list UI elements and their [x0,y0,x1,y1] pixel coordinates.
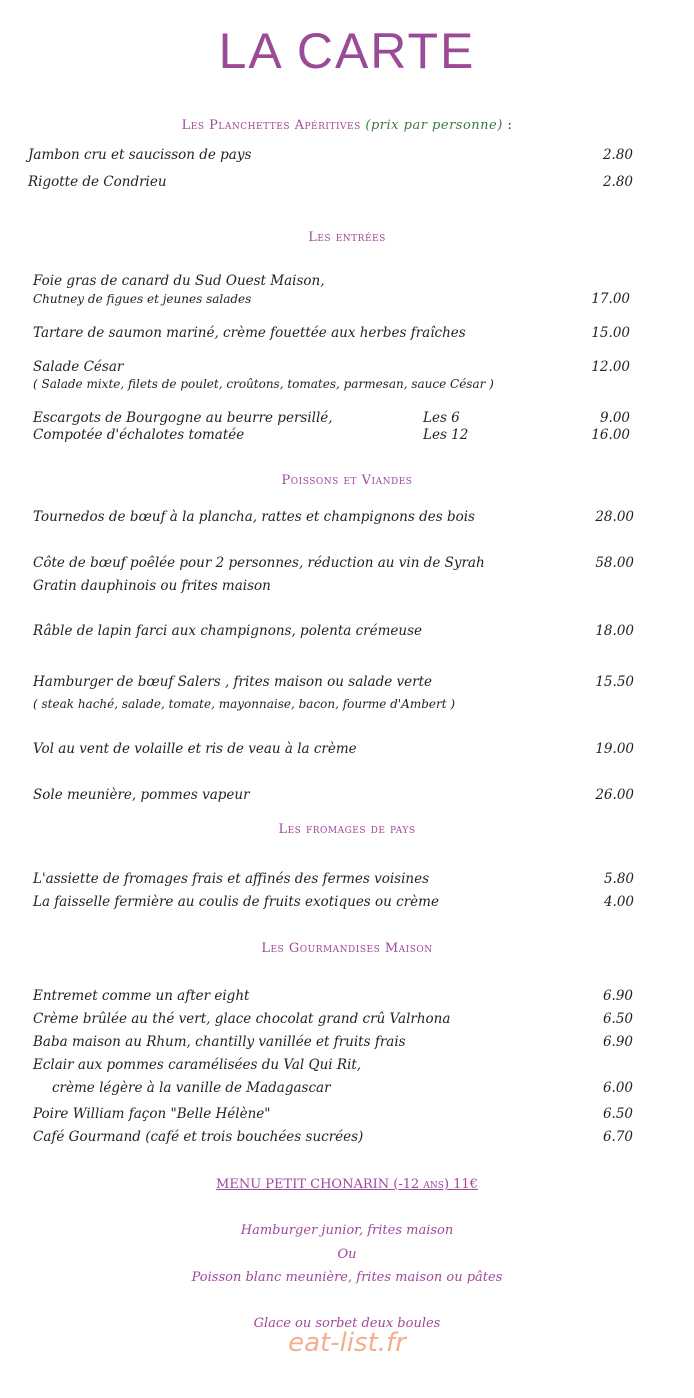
menu-item-name: Râble de lapin farci aux champignons, polenta crémeuse [33,623,422,639]
menu-item-name: Escargots de Bourgogne au beurre persillé, [33,410,333,426]
menu-item-price: 9.00 [599,410,630,426]
menu-item-price: 28.00 [595,509,634,525]
section-colon: : [507,118,513,133]
menu-item-price: 6.50 [602,1106,633,1122]
menu-item-price: 58.00 [595,555,634,571]
menu-item-description: ( steak haché, salade, tomate, mayonnaise, bacon, fourme d'Ambert ) [33,697,456,711]
menu-item-price: 19.00 [595,741,634,757]
menu-item-price: 6.90 [602,988,633,1004]
section-heading-text: Les Planchettes Apéritives [181,118,361,133]
menu-item-name: Hamburger de bœuf Salers , frites maison ou salade verte [33,674,433,690]
menu-item-name: Eclair aux pommes caramélisées du Val Qui Rit, [33,1057,362,1073]
menu-item-price: 6.50 [602,1011,633,1027]
menu-item-price: 5.80 [603,871,634,887]
menu-item-name: Vol au vent de volaille et ris de veau à la crème [33,741,357,757]
kids-menu-line: Hamburger junior, frites maison [240,1223,454,1238]
menu-item-price: 6.00 [602,1080,633,1096]
section-note: (prix par personne) [365,118,503,133]
menu-item-price: 2.80 [602,174,633,190]
menu-item-price: 2.80 [602,147,633,163]
menu-item-name: Baba maison au Rhum, chantilly vanillée et fruits frais [33,1034,406,1050]
kids-menu-line: Ou [337,1247,357,1262]
section-heading-entrees: Les entrées [308,230,386,245]
section-heading-plats: Poissons et Viandes [281,473,413,488]
menu-item-price: 18.00 [595,623,634,639]
menu-item-description: crème légère à la vanille de Madagascar [52,1080,331,1096]
kids-menu-line: Glace ou sorbet deux boules [253,1316,441,1331]
menu-item-name: Tartare de saumon mariné, crème fouettée aux herbes fraîches [33,325,466,341]
menu-item-name: Crème brûlée au thé vert, glace chocolat grand crû Valrhona [33,1011,451,1027]
kids-menu-title: MENU PETIT CHONARIN (-12 ans) 11€ [216,1177,478,1192]
menu-item-name: Compotée d'échalotes tomatée [33,427,245,443]
menu-item-name: La faisselle fermière au coulis de fruits exotiques ou crème [33,894,439,910]
menu-item-description: Chutney de figues et jeunes salades [33,292,252,306]
menu-item-price: 16.00 [591,427,630,443]
menu-item-price: 4.00 [603,894,634,910]
menu-item-name: Rigotte de Condrieu [28,174,167,190]
menu-item-price: 12.00 [591,359,630,375]
menu-item-name: Salade César [33,359,124,375]
section-heading-planchettes [0,118,694,133]
menu-item-price: 6.70 [602,1129,633,1145]
section-heading-fromages: Les fromages de pays [278,822,416,837]
watermark: eat-list.fr [288,1328,406,1358]
menu-item-price: 15.00 [591,325,630,341]
menu-item-price: 26.00 [595,787,634,803]
kids-menu-line: Poisson blanc meunière, frites maison ou pâtes [191,1270,503,1285]
menu-item-quantity: Les 6 [423,410,460,426]
menu-item-name: Foie gras de canard du Sud Ouest Maison, [33,273,325,289]
menu-item-description: Gratin dauphinois ou frites maison [33,578,271,594]
section-heading-desserts: Les Gourmandises Maison [261,941,433,956]
menu-item-price: 6.90 [602,1034,633,1050]
menu-item-name: Côte de bœuf poêlée pour 2 personnes, réduction au vin de Syrah [33,555,485,571]
menu-item-name: Tournedos de bœuf à la plancha, rattes et champignons des bois [33,509,475,525]
menu-item-name: Café Gourmand (café et trois bouchées sucrées) [33,1129,364,1145]
menu-item-price: 15.50 [595,674,634,690]
menu-item-price: 17.00 [591,291,630,307]
page-title: LA CARTE [218,23,476,79]
menu-item-quantity: Les 12 [423,427,469,443]
menu-item-description: ( Salade mixte, filets de poulet, croûtons, tomates, parmesan, sauce César ) [33,377,494,391]
menu-item-name: Sole meunière, pommes vapeur [33,787,250,803]
menu-item-name: Poire William façon "Belle Hélène" [33,1106,271,1122]
menu-item-name: Entremet comme un after eight [33,988,250,1004]
menu-item-name: L'assiette de fromages frais et affinés des fermes voisines [33,871,430,887]
menu-item-name: Jambon cru et saucisson de pays [28,147,252,163]
